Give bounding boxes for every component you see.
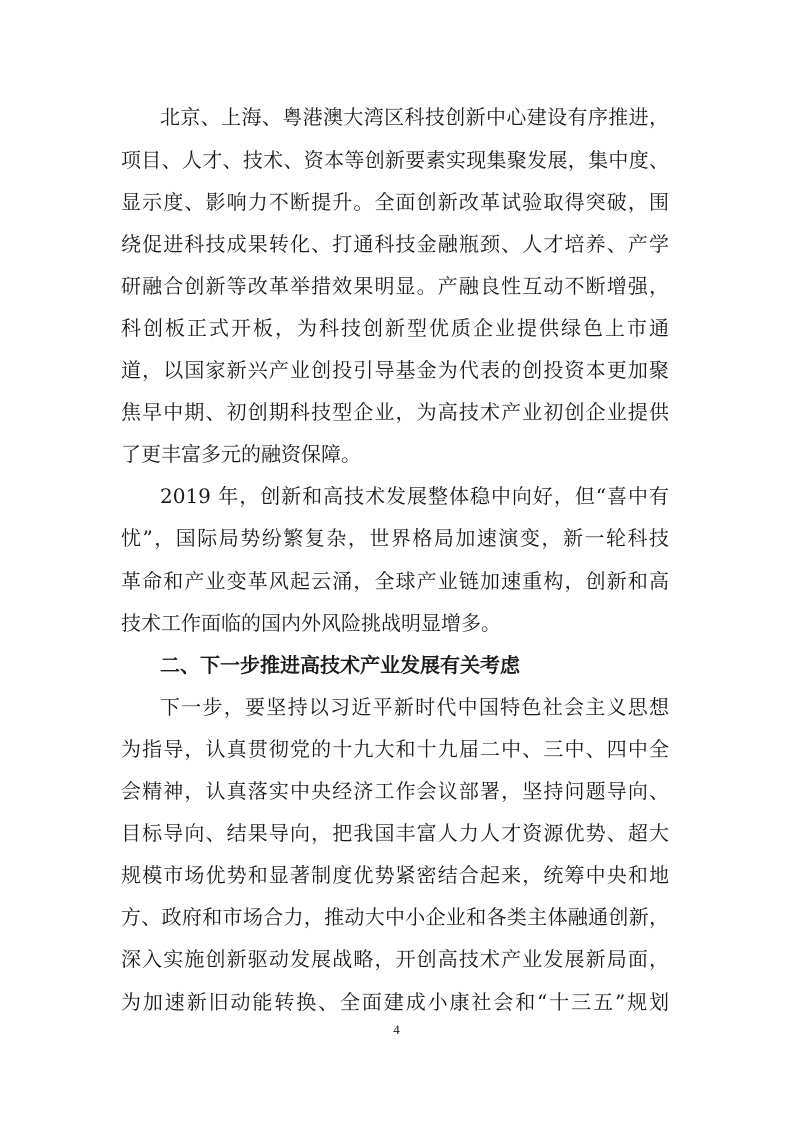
paragraph-3-line-4: 目标导向、结果导向，把我国丰富人力人才资源优势、超大 — [121, 821, 669, 845]
paragraph-2-line-3: 革命和产业变革风起云涌，全球产业链加速重构，创新和高 — [121, 569, 669, 593]
paragraph-1-line-1: 北京、上海、粤港澳大湾区科技创新中心建设有序推进， — [160, 105, 669, 129]
paragraph-3-line-5: 规模市场优势和显著制度优势紧密结合起来，统筹中央和地 — [121, 863, 669, 887]
paragraph-2-line-2: 忧”，国际局势纷繁复杂，世界格局加速演变，新一轮科技 — [121, 526, 669, 550]
paragraph-1-line-4: 绕促进科技成果转化、打通科技金融瓶颈、人才培养、产学 — [121, 232, 669, 256]
paragraph-3-line-1: 下一步，要坚持以习近平新时代中国特色社会主义思想 — [160, 695, 669, 719]
paragraph-3-line-7: 深入实施创新驱动发展战略，开创高技术产业发展新局面， — [121, 947, 669, 971]
paragraph-1-line-6: 科创板正式开板，为科技创新型优质企业提供绿色上市通 — [121, 316, 669, 340]
section-heading: 二、下一步推进高技术产业发展有关考虑 — [160, 653, 520, 677]
paragraph-3-line-2: 为指导，认真贯彻党的十九大和十九届二中、三中、四中全 — [121, 737, 669, 761]
paragraph-1-line-5: 研融合创新等改革举措效果明显。产融良性互动不断增强， — [121, 274, 669, 298]
page-number: 4 — [393, 1022, 400, 1037]
paragraph-1-line-3: 显示度、影响力不断提升。全面创新改革试验取得突破，围 — [121, 190, 669, 214]
paragraph-1-line-9: 了更丰富多元的融资保障。 — [121, 442, 361, 466]
paragraph-2-line-1: 2019 年，创新和高技术发展整体稳中向好，但“喜中有 — [160, 484, 669, 508]
paragraph-2-line-4: 技术工作面临的国内外风险挑战明显增多。 — [121, 611, 501, 635]
paragraph-3-line-3: 会精神，认真落实中央经济工作会议部署，坚持问题导向、 — [121, 779, 669, 803]
paragraph-1-line-2: 项目、人才、技术、资本等创新要素实现集聚发展，集中度、 — [121, 148, 669, 172]
paragraph-3-line-6: 方、政府和市场合力，推动大中小企业和各类主体融通创新， — [121, 905, 669, 929]
paragraph-1-line-7: 道，以国家新兴产业创投引导基金为代表的创投资本更加聚 — [121, 358, 669, 382]
paragraph-1-line-8: 焦早中期、初创期科技型企业，为高技术产业初创企业提供 — [121, 400, 669, 424]
paragraph-3-line-8: 为加速新旧动能转换、全面建成小康社会和“十三五”规划 — [121, 990, 669, 1014]
